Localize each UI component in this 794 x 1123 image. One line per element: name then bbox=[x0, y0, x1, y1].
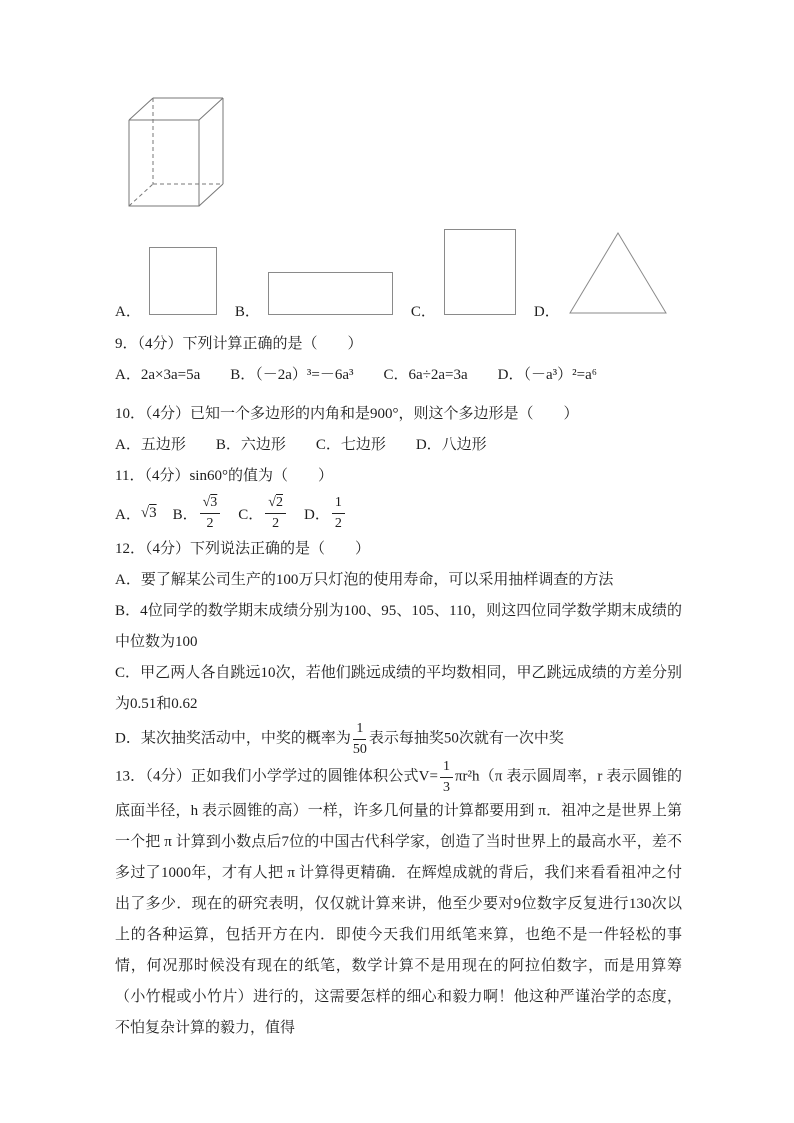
question-9-stem: 9．（4分）下列计算正确的是（ ） bbox=[115, 336, 363, 352]
cube-figure bbox=[121, 92, 682, 219]
fraction-1-over-3: $\frac{1}{3}$ bbox=[440, 758, 453, 796]
triangle-shape bbox=[568, 231, 668, 315]
shape-option-a bbox=[115, 247, 217, 320]
question-12-option-d bbox=[115, 720, 682, 758]
radical-sign: √ bbox=[140, 504, 150, 521]
radical-sign: √ bbox=[268, 495, 276, 510]
sqrt-3: √3 bbox=[140, 504, 157, 521]
radical-sign: √ bbox=[202, 495, 211, 510]
question-13-text bbox=[115, 758, 682, 1044]
q11-option-a-label: A． bbox=[115, 506, 141, 523]
shape-option-c bbox=[410, 229, 516, 320]
q11-option-b-label: B． bbox=[172, 506, 198, 523]
fraction-sqrt2-over-2: $\frac{√2}{2}$ bbox=[265, 494, 286, 532]
question-12-option-a: A．要了解某公司生产的100万只灯泡的使用寿命，可以采用抽样调查的方法 bbox=[115, 572, 614, 588]
option-d-label: D． bbox=[533, 304, 560, 320]
fraction-sqrt3-over-2: $\frac{√3}{2}$ bbox=[200, 494, 221, 532]
fraction-1-over-2: $\frac{1}{2}$ bbox=[332, 494, 345, 532]
q13-text-post: πr²h（π 表示圆周率，r 表示圆锥的底面半径，h 表示圆锥的高）一样，许多几何量的计算都要用到 π．祖冲之是世界上第一个把 π 计算到小数点后7位的中国古代科学家，创造了当时世界上的最高水平，差不多过了1000年，才有人把 π 计算得更精确．在辉煌成就的背后，我们来看看祖冲之付出了多少．现在的研究表明，仅仅就计算来讲，他至少要对9位数字反复进行130次以上的各种运算，包括开方在内．即使今天我们用纸笔来算，也绝不是一件轻松的事情，何况那时候没有现在的纸笔，数学计算不是用现在的阿拉伯数字，而是用算筹（小竹棍或小竹片）进行的，这需要怎样的细心和毅力啊！他这种严谨治学的态度，不怕复杂计算的毅力，值得 bbox=[115, 768, 682, 1036]
option-b-label: B． bbox=[234, 304, 260, 320]
answer-shapes-row bbox=[115, 229, 682, 320]
q11-option-d-label: D． bbox=[303, 506, 330, 523]
option-c-label: C． bbox=[410, 304, 436, 320]
q12-option-d-pre: D．某次抽奖活动中，中奖的概率为 bbox=[115, 730, 351, 747]
cube-wireframe-icon bbox=[121, 92, 225, 214]
q13-text-pre: 13．（4分）正如我们小学学过的圆锥体积公式V= bbox=[115, 768, 438, 785]
tall-rectangle-shape bbox=[444, 229, 516, 315]
question-12-stem: 12．（4分）下列说法正确的是（ ） bbox=[115, 541, 371, 557]
square-shape bbox=[149, 247, 217, 315]
shape-option-d bbox=[533, 231, 668, 320]
q11-option-b bbox=[173, 494, 223, 532]
question-12-option-b: B．4位同学的数学期末成绩分别为100、95、105、110，则这四位同学数学期末成绩的中位数为100 bbox=[115, 603, 682, 650]
q12-option-d-post: 表示每抽奖50次就有一次中奖 bbox=[368, 730, 564, 747]
option-a-label: A． bbox=[115, 304, 141, 320]
question-11-stem: 11．（4分）sin60°的值为（ ） bbox=[115, 468, 333, 484]
question-10-options: A．五边形 B．六边形 C．七边形 D．八边形 bbox=[115, 437, 487, 453]
question-9-options: A．2a×3a=5a B．（－2a）³=－6a³ C．6a÷2a=3a D．（－a³）²=a⁶ bbox=[115, 367, 598, 383]
question-11-options bbox=[115, 492, 682, 534]
question-12-option-c: C．甲乙两人各自跳远10次，若他们跳远成绩的平均数相同，甲乙跳远成绩的方差分别为0.51和0.62 bbox=[115, 665, 682, 712]
q11-option-a bbox=[115, 503, 157, 524]
fraction-1-over-50: $\frac{1}{50}$ bbox=[352, 721, 367, 757]
q11-option-c bbox=[238, 494, 288, 532]
q11-option-d bbox=[304, 494, 347, 532]
wide-rectangle-shape bbox=[268, 272, 393, 315]
question-10-stem: 10．（4分）已知一个多边形的内角和是900°，则这个多边形是（ ） bbox=[115, 406, 579, 422]
exam-page bbox=[115, 0, 682, 1044]
q11-option-c-label: C． bbox=[238, 506, 264, 523]
shape-option-b bbox=[234, 272, 393, 320]
